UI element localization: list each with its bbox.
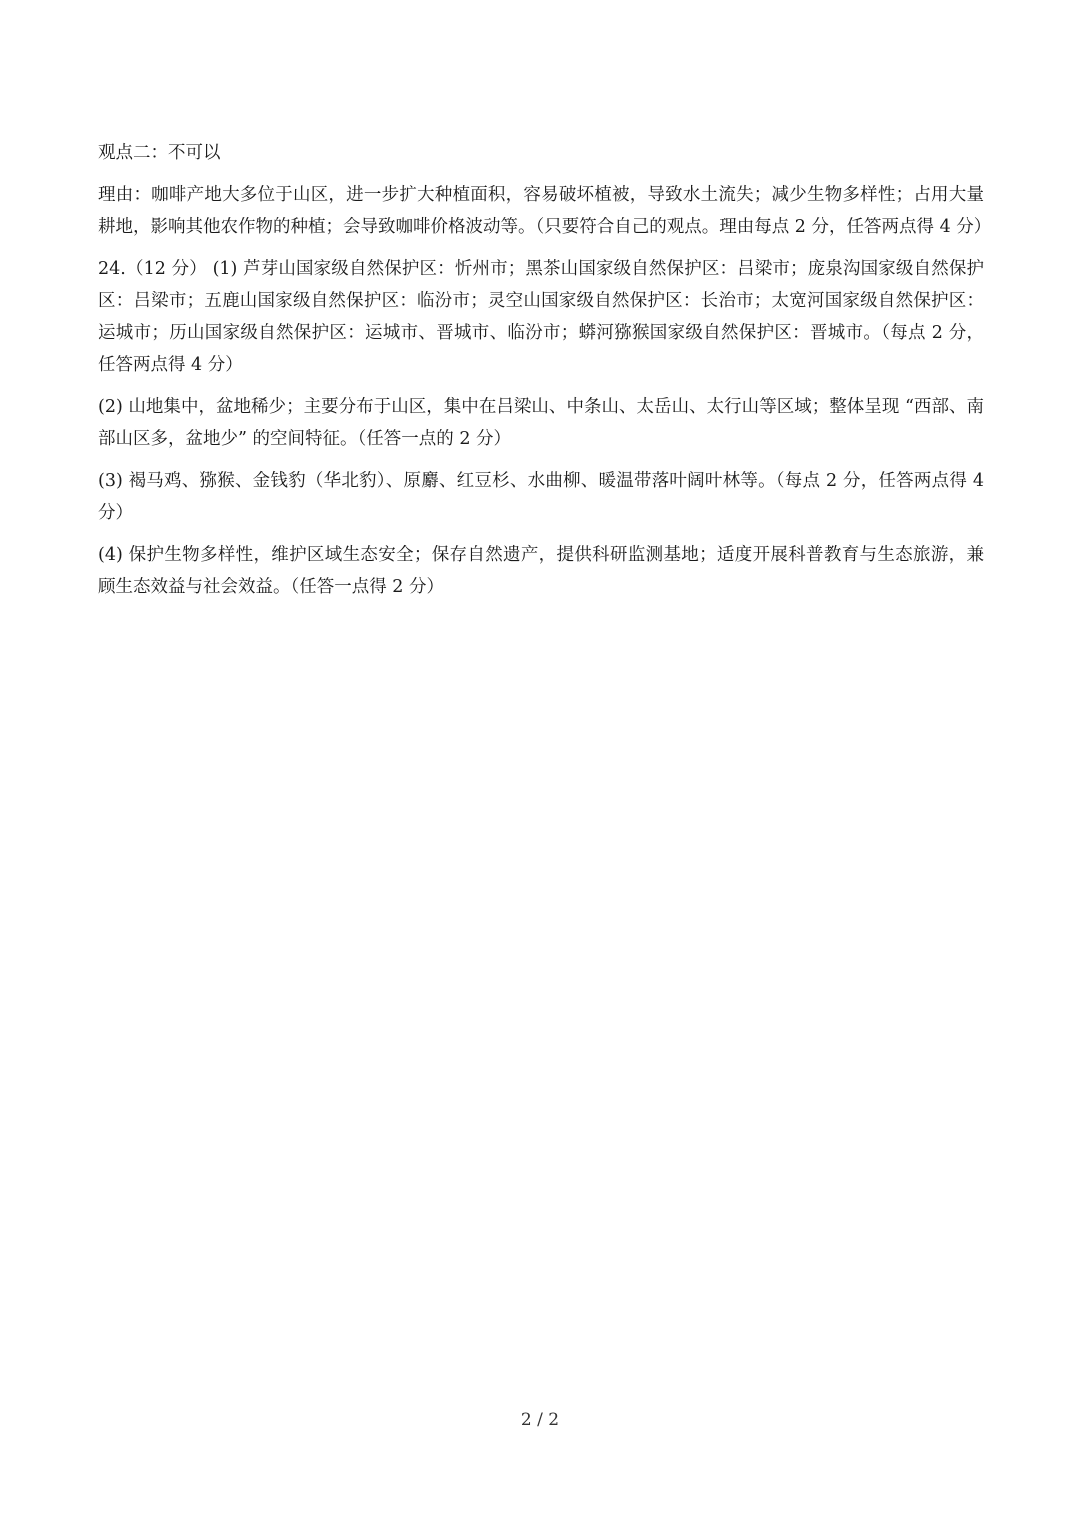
page-number: 2 / 2 — [520, 1410, 560, 1430]
question-24-part-2: (2) 山地集中，盆地稀少；主要分布于山区，集中在吕梁山、中条山、太岳山、太行山等区域；整体呈现 “西部、南部山区多，盆地少” 的空间特征。（任答一点的 2 分） — [98, 397, 984, 449]
answer-content — [98, 137, 992, 613]
viewpoint-two: 观点二：不可以 — [98, 143, 221, 163]
question-24-part-3: (3) 褐马鸡、猕猴、金钱豹（华北豹）、原麝、红豆杉、水曲柳、暖温带落叶阔叶林等。（每点 2 分，任答两点得 4 分） — [98, 471, 984, 523]
question-24-part-1: 24.（12 分） (1) 芦芽山国家级自然保护区：忻州市；黑茶山国家级自然保护区：吕梁市；庞泉沟国家级自然保护区：吕梁市；五鹿山国家级自然保护区：临汾市；灵空山国家级自然保护区：长治市；太宽河国家级自然保护区：运城市；历山国家级自然保护区：运城市、晋城市、临汾市；蟒河猕猴国家级自然保护区：晋城市。（每点 2 分，任答两点得 4 分） — [98, 259, 984, 375]
question-24-part-4: (4) 保护生物多样性，维护区域生态安全；保存自然遗产，提供科研监测基地；适度开展科普教育与生态旅游，兼顾生态效益与社会效益。（任答一点得 2 分） — [98, 545, 984, 597]
viewpoint-two-reason: 理由：咖啡产地大多位于山区，进一步扩大种植面积，容易破坏植被，导致水土流失；减少生物多样性；占用大量耕地，影响其他农作物的种植；会导致咖啡价格波动等。（只要符合自己的观点。理由每点 2 分，任答两点得 4 分） — [98, 185, 992, 237]
